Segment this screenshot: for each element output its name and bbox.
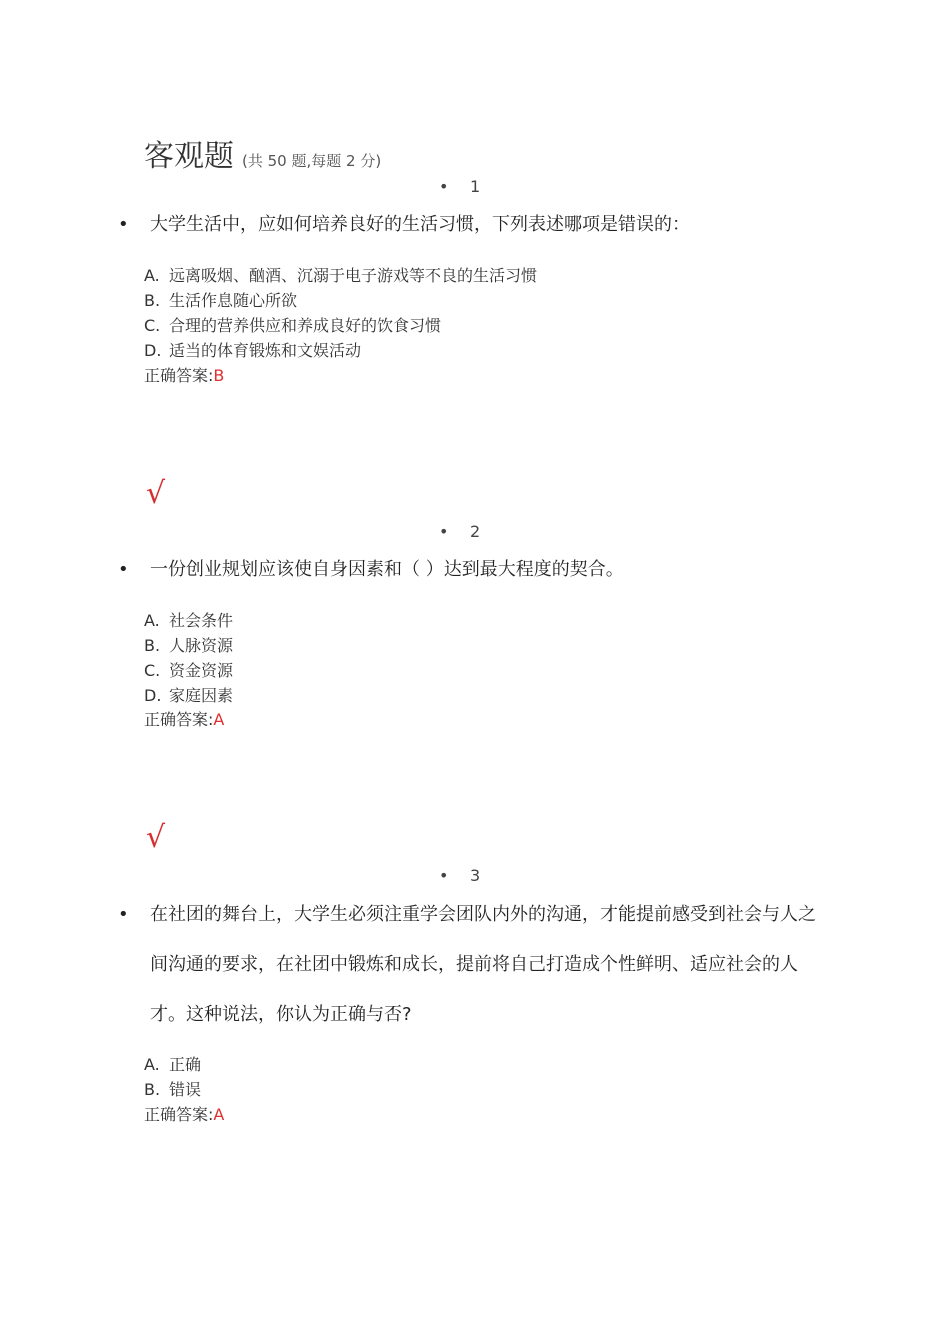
answer-value: A <box>213 1105 225 1124</box>
option-b: B. 人脉资源 <box>144 636 234 655</box>
correct-answer: 正确答案:B <box>144 366 225 385</box>
option-a: A. 远离吸烟、酗酒、沉溺于电子游戏等不良的生活习惯 <box>144 266 538 285</box>
option-b: B. 错误 <box>144 1080 202 1099</box>
correct-answer: 正确答案:A <box>144 1105 225 1124</box>
option-a: A. 正确 <box>144 1055 202 1074</box>
option-c: C. 资金资源 <box>144 661 234 680</box>
option-d: D. 家庭因素 <box>144 686 234 705</box>
page-title <box>144 131 381 175</box>
answer-value: A <box>213 710 225 729</box>
option-b: B. 生活作息随心所欲 <box>144 291 298 310</box>
option-c: C. 合理的营养供应和养成良好的饮食习惯 <box>144 316 442 335</box>
correct-answer: 正确答案:A <box>144 710 225 729</box>
section-title: 客观题 <box>144 139 234 174</box>
check-mark-icon: √ <box>146 476 166 511</box>
check-mark-icon: √ <box>146 820 166 855</box>
option-a: A. 社会条件 <box>144 611 234 630</box>
answer-value: B <box>213 366 225 385</box>
option-d: D. 适当的体育锻炼和文娱活动 <box>144 341 362 360</box>
section-subtitle: (共 50 题,每题 2 分) <box>242 152 382 170</box>
